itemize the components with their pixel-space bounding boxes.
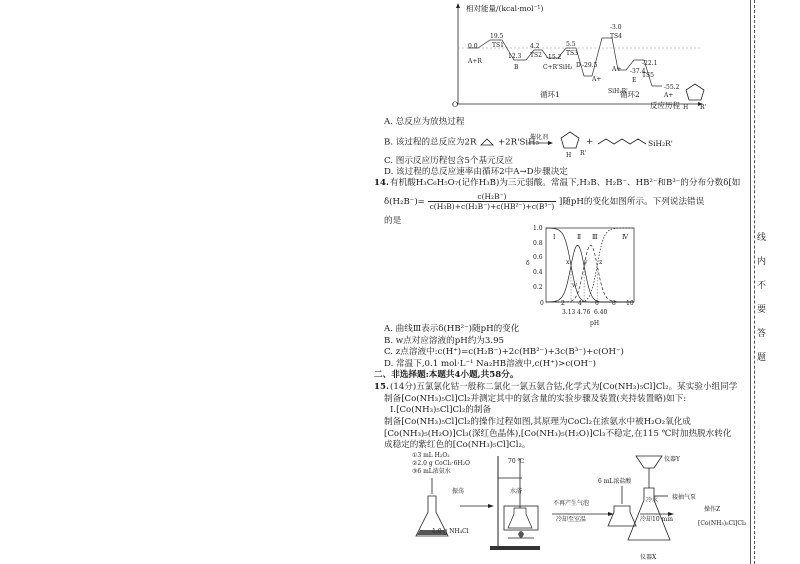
energy-ts: TS5 [642, 72, 654, 79]
energy-ylabel: 相对能量/(kcal·mol⁻¹) [466, 4, 544, 13]
q15-line5: [Co(NH₃)₅(H₂O)]Cl₃(深红色晶体),[Co(NH₃)₅(H₂O)]Cl₃不稳定,在115 ℃时加热脱水转化 [384, 429, 732, 439]
water-bath-label: 水浴 [510, 488, 523, 495]
flask-label: 1.0 g NH₄Cl [432, 528, 469, 535]
q14-option-b: B. w点对应溶液的pH约为3.95 [384, 336, 505, 346]
process-arrow-1 [460, 504, 494, 508]
strip-char: 不 [757, 281, 767, 291]
q14-option-c: C. z点溶液中:c(H⁺)=c(H₂B⁻)+2c(HB²⁻)+3c(B³⁻)+c(OH⁻) [384, 347, 624, 357]
chart-special-tick: 3.13 [562, 309, 576, 316]
energy-value: 4.2 [530, 43, 540, 50]
curve-label: Ⅳ [622, 234, 628, 241]
chart-special-tick: 4.76 [577, 309, 591, 316]
energy-ts: TS2 [530, 52, 542, 59]
instrument-x-label: 仪器X [640, 554, 657, 561]
pump-label: 接抽气泵 [672, 494, 697, 501]
strip-char: 内 [757, 257, 767, 267]
q13-option-a: A. 总反应为放热过程 [384, 117, 465, 127]
energy-cycle2: 循环2 [620, 90, 640, 99]
step-no-bubbles: 不再产生气泡 [553, 500, 590, 507]
energy-value: -55.2 [664, 84, 680, 91]
strip-char: 答 [757, 329, 767, 339]
dropper-and-beaker [608, 486, 636, 526]
distribution-curve [546, 245, 634, 302]
energy-value: 12.3 [508, 53, 522, 60]
reagent-label: ②2.0 g CoCl₂·6H₂O [412, 460, 470, 467]
product-label-h: H [683, 104, 689, 111]
energy-ts: TS4 [610, 33, 622, 40]
q14-option-d: D. 常温下,0.1 mol·L⁻¹ Na₂HB溶液中,c(H⁺)>c(OH⁻) [384, 359, 596, 369]
chart-ytick: 0.2 [533, 284, 543, 291]
chart-xlabel: pH [590, 320, 600, 327]
q14-delta-den: c(H₃B)+c(H₂B⁻)+c(HB²⁻)+c(B³⁻) [429, 202, 555, 211]
strip-char: 要 [757, 305, 767, 315]
q13-option-c: C. 图示反应历程包含5个基元反应 [384, 156, 513, 166]
reaction-arrow-icon [528, 140, 554, 146]
chart-special-tick: 6.40 [594, 309, 608, 316]
chart-ytick: 0.8 [533, 240, 543, 247]
cooling-time-label: 冷却10 min [640, 516, 674, 523]
operation-z-label: 操作Z [704, 506, 721, 513]
catalyst-label: 催化剂 [530, 134, 549, 141]
step-shake-label: 振荡 [452, 488, 465, 495]
q14-option-a: A. 曲线Ⅲ表示δ(HB²⁻)随pH的变化 [384, 324, 520, 334]
point-label: z [599, 259, 603, 266]
q14-delta-fraction [428, 192, 557, 211]
energy-species: A+R [468, 58, 482, 65]
chart-ytick: 0.6 [533, 254, 543, 261]
q14-delta-pre: δ(H₂B⁻)= [384, 197, 425, 207]
instrument-y-label: 仪器Y [664, 456, 680, 463]
q14-stem-line1: 有机酸H₃C₆H₅O₇(记作H₃B)为三元弱酸。常温下,H₃B、H₂B⁻、HB²⁻和B³⁻的分布分数δ[如 [390, 178, 741, 188]
binding-strip [748, 0, 800, 564]
strip-char: 题 [757, 353, 767, 363]
curve-label: Ⅲ [592, 234, 598, 241]
energy-species: B [514, 64, 519, 71]
distribution-curve [546, 245, 634, 302]
energy-xlabel: 反应历程 [650, 101, 680, 110]
q15-line4: 制备[Co(NH₃)₅Cl]Cl₂的操作过程如图,其原理为CoCl₂在浓氨水中被H₂O₂氧化成 [384, 417, 691, 427]
energy-value: -29.5 [582, 62, 598, 69]
chart-xorigin: 0 [540, 300, 544, 307]
reagent-label: ①3 mL H₂O₂ [412, 452, 450, 459]
q14-delta-formula [384, 192, 704, 211]
chart-ytick: 1.0 [533, 225, 543, 232]
energy-value: 19.5 [490, 33, 504, 40]
q14-stem-line3: 的是 [384, 216, 402, 226]
energy-species: E [632, 77, 637, 84]
cyclopentane-ring-icon [558, 130, 582, 150]
energy-value: -15.2 [546, 54, 562, 61]
q13-option-b-text: B. 该过程的总反应为2R [384, 137, 477, 148]
strip-line-1 [750, 0, 751, 564]
energy-value: -22.1 [642, 60, 658, 67]
energy-species: D [576, 62, 581, 69]
ring-label-r: R' [580, 150, 587, 157]
chart-ylabel: δ [526, 260, 530, 267]
energy-value: 5.5 [566, 41, 576, 48]
energy-species: C+R'SiH₃ [543, 64, 573, 71]
energy-species: SiH₂R' [608, 88, 628, 95]
q15-line6: 成稳定的紫红色的[Co(NH₃)₅Cl]Cl₂。 [384, 440, 531, 450]
q13-option-b-reagent: +2R'SiH₃ [497, 137, 540, 148]
strip-line-2 [754, 0, 755, 564]
chart-xtick: 8 [612, 300, 616, 307]
temp-label: 70 ℃ [508, 458, 525, 465]
cold-water-label: 冷水 [646, 497, 659, 504]
step-cool-room-temp: 冷却至室温 [556, 516, 587, 523]
energy-value: -3.0 [610, 24, 622, 31]
energy-value: -37.4 [630, 68, 646, 75]
q14-delta-num: c(H₂B⁻) [428, 192, 557, 202]
chart-ytick: 0.4 [533, 269, 543, 276]
chart-xtick: 10 [626, 300, 634, 307]
point-label: x [566, 259, 570, 266]
q15-number: 15. [374, 382, 389, 392]
water-bath-setup [490, 456, 540, 550]
curve-label: Ⅰ [553, 234, 556, 241]
acid-label: 6 mL浓盐酸 [598, 478, 632, 485]
product-formula: [Co(NH₃)₅Cl]Cl₂ [698, 520, 747, 527]
energy-species: A+ [664, 92, 674, 99]
product-ring-icon [684, 82, 706, 102]
q15-line2: 制备[Co(NH₃)₅Cl]Cl₂并测定其中的氨含量的实验步骤及装置(夹持装置略)如下: [384, 394, 687, 404]
point-label: y [584, 259, 588, 266]
reagent-label: ③6 mL浓氨水 [412, 468, 451, 475]
chart-xtick: 2 [561, 300, 565, 307]
energy-species: A+ [592, 76, 602, 83]
silane-label: SiH₂R' [648, 139, 673, 148]
energy-species: A+ [612, 66, 622, 73]
energy-origin: O [452, 100, 459, 109]
energy-ts: TS3 [566, 50, 578, 57]
q13-option-b [384, 137, 539, 149]
alkene-chain-icon [596, 136, 648, 148]
energy-cycle1: 循环1 [540, 90, 560, 99]
section2-title: 二、非选择题:本题共4小题,共58分。 [374, 370, 519, 380]
q15-line3: Ⅰ.[Co(NH₃)₅Cl]Cl₂的制备 [390, 405, 492, 415]
q14-delta-post: ]随pH的变化如图所示。下列说法错误 [558, 197, 705, 207]
curve-label: Ⅱ [577, 234, 582, 241]
q15-line1: (14分)五氯氯化钴一般称二氯化一氯五氨合钴,化学式为[Co(NH₃)₅Cl]Cl₂。某实验小组同学 [390, 382, 738, 392]
energy-ts: TS1 [492, 42, 504, 49]
energy-value: 0.0 [468, 43, 478, 50]
chart-xtick: 6 [595, 300, 599, 307]
strip-char: 线 [757, 233, 767, 243]
q13-option-d: D. 该过程的总反应速率由循环2中A→D步骤决定 [384, 167, 568, 177]
cyclopropane-icon [479, 137, 495, 147]
plus-sign: + [586, 137, 594, 147]
ring-label-h: H [566, 152, 572, 159]
chart-xtick: 4 [578, 300, 582, 307]
point-label: w [572, 282, 578, 289]
product-label-r: R' [700, 104, 707, 111]
q14-number: 14. [374, 178, 389, 188]
